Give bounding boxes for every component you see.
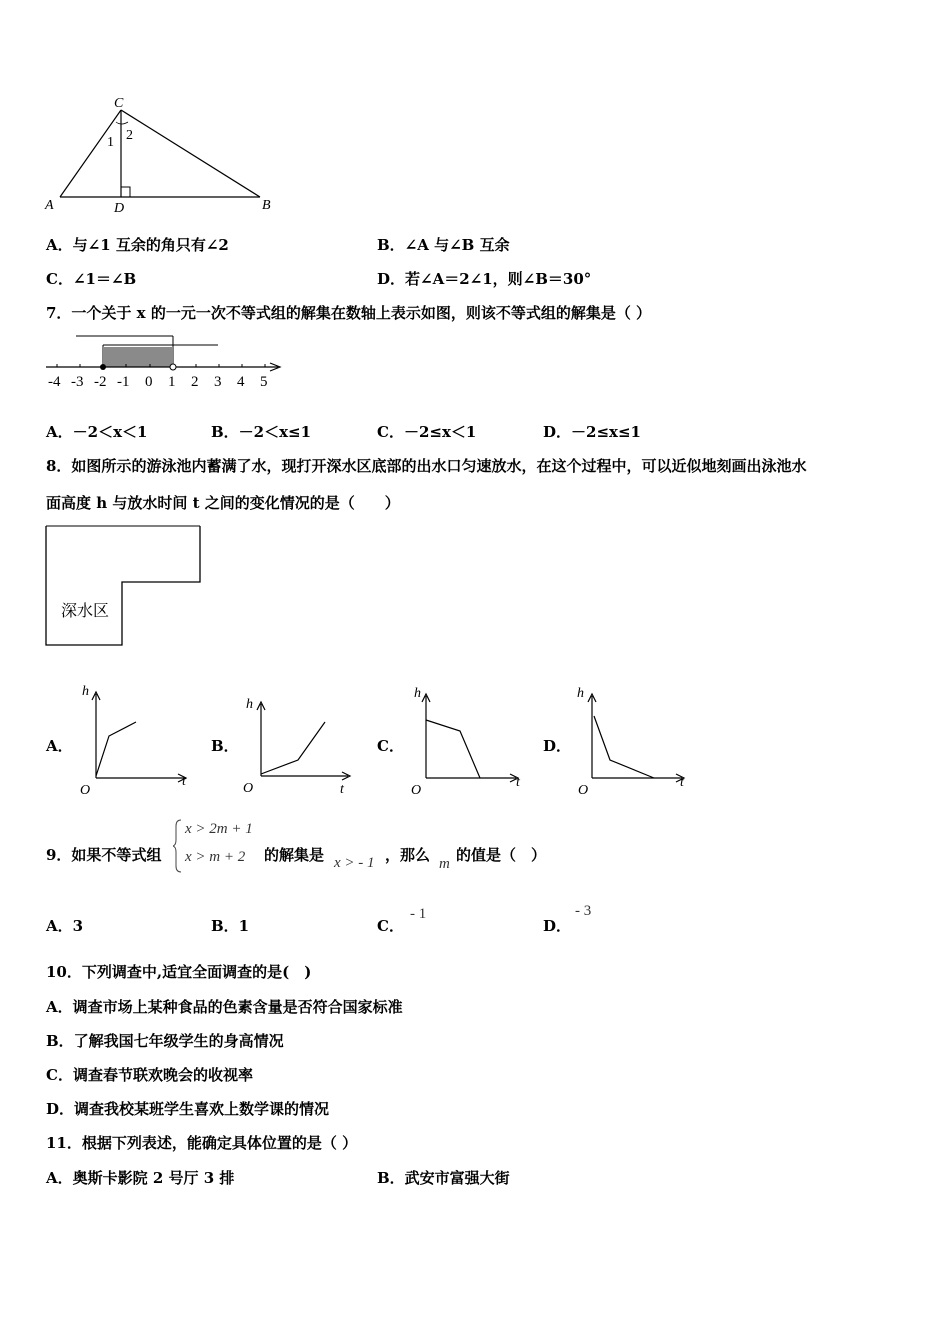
q7-option-d[interactable]: D．－2≤x≤1 bbox=[543, 423, 641, 441]
curve bbox=[426, 720, 480, 778]
o-label: O bbox=[411, 783, 422, 798]
q11-option-b[interactable]: B．武安市富强大街 bbox=[377, 1169, 510, 1187]
q6-option-c[interactable]: C．∠1＝∠B bbox=[46, 270, 137, 288]
q10-option-b[interactable]: B．了解我国七年级学生的身高情况 bbox=[46, 1032, 284, 1050]
tick-label: 5 bbox=[260, 374, 268, 390]
q9-solution: x > - 1 bbox=[334, 855, 375, 871]
q8-option-a-label[interactable]: A． bbox=[46, 737, 73, 755]
right-angle-mark bbox=[121, 187, 130, 197]
q11-option-a[interactable]: A．奥斯卡影院 2 号厅 3 排 bbox=[46, 1169, 235, 1187]
tick-label: 2 bbox=[191, 374, 199, 390]
tick-label: 1 bbox=[168, 374, 176, 390]
label-c: C bbox=[114, 96, 124, 111]
q9-system-line2: x > m + 2 bbox=[185, 849, 246, 865]
q6-option-b[interactable]: B．∠A 与∠B 互余 bbox=[377, 236, 510, 254]
q7-stem: 7．一个关于 x 的一元一次不等式组的解集在数轴上表示如图，则该不等式组的解集是（ ） bbox=[46, 304, 652, 322]
q8-option-b-label[interactable]: B． bbox=[211, 737, 239, 755]
q9-stem-prefix: 9．如果不等式组 bbox=[46, 846, 162, 864]
triangle-figure bbox=[40, 92, 290, 220]
h-label: h bbox=[82, 684, 89, 699]
q9-option-a[interactable]: A．3 bbox=[46, 917, 84, 935]
q9-option-c-value: - 1 bbox=[410, 906, 427, 922]
q7-option-b[interactable]: B．－2＜x≤1 bbox=[211, 423, 312, 441]
q7-option-c[interactable]: C．－2≤x＜1 bbox=[377, 423, 477, 441]
tick-label: -4 bbox=[48, 374, 61, 390]
q9-system-line1: x > 2m + 1 bbox=[185, 821, 253, 837]
q10-option-a[interactable]: A．调查市场上某种食品的色素含量是否符合国家标准 bbox=[46, 998, 403, 1016]
side-ca bbox=[60, 110, 121, 197]
tick-label: 3 bbox=[214, 374, 222, 390]
curve bbox=[261, 722, 325, 774]
h-label: h bbox=[246, 697, 253, 712]
h-label: h bbox=[577, 686, 584, 701]
q9-stem-suffix: 的值是（ ） bbox=[456, 846, 547, 864]
q7-option-a[interactable]: A．－2＜x＜1 bbox=[46, 423, 148, 441]
q9-option-b[interactable]: B．1 bbox=[211, 917, 250, 935]
q6-option-d[interactable]: D．若∠A＝2∠1，则∠B＝30° bbox=[377, 270, 592, 288]
curve bbox=[96, 722, 136, 776]
angle-arc bbox=[116, 122, 128, 124]
tick-label: 4 bbox=[237, 374, 245, 390]
t-label: t bbox=[516, 775, 520, 790]
h-label: h bbox=[414, 686, 421, 701]
tick-label: -3 bbox=[71, 374, 84, 390]
q8-option-c-label[interactable]: C． bbox=[377, 737, 404, 755]
q8-stem-line1: 8．如图所示的游泳池内蓄满了水，现打开深水区底部的出水口匀速放水，在这个过程中，可以近似地刻画出泳池水 bbox=[46, 457, 807, 475]
q9-brace bbox=[173, 818, 183, 874]
q10-option-c[interactable]: C．调查春节联欢晚会的收视率 bbox=[46, 1066, 253, 1084]
label-angle1: 1 bbox=[107, 135, 114, 150]
q8-option-d-label[interactable]: D． bbox=[543, 737, 572, 755]
tick-label: -2 bbox=[94, 374, 107, 390]
tick-label: -1 bbox=[117, 374, 130, 390]
q8-graph-d[interactable] bbox=[572, 682, 696, 802]
label-angle2: 2 bbox=[126, 128, 133, 143]
q10-stem: 10．下列调查中,适宜全面调查的是( ) bbox=[46, 963, 312, 981]
label-b: B bbox=[262, 198, 271, 213]
q9-variable: m bbox=[439, 856, 450, 872]
q9-option-d-value: - 3 bbox=[575, 903, 592, 919]
label-d: D bbox=[114, 201, 125, 216]
shaded-solution bbox=[103, 347, 173, 367]
o-label: O bbox=[80, 783, 91, 798]
pool-outline bbox=[46, 526, 200, 645]
q6-option-a[interactable]: A．与∠1 互余的角只有∠2 bbox=[46, 236, 229, 254]
closed-point-neg2 bbox=[100, 364, 106, 370]
tick-label: 0 bbox=[145, 374, 153, 390]
side-cb bbox=[121, 110, 260, 197]
pool-figure bbox=[40, 520, 210, 652]
t-label: t bbox=[340, 782, 344, 797]
open-point-1 bbox=[170, 364, 176, 370]
q9-stem-mid2: ，那么 bbox=[385, 846, 431, 864]
q11-stem: 11．根据下列表述，能确定具体位置的是（ ） bbox=[46, 1134, 358, 1152]
label-a: A bbox=[45, 198, 54, 213]
axis-tick-labels bbox=[48, 374, 268, 390]
number-line-figure bbox=[40, 333, 300, 393]
q8-graph-a[interactable] bbox=[76, 680, 196, 800]
curve bbox=[594, 716, 654, 778]
q8-graph-c[interactable] bbox=[406, 682, 530, 802]
o-label: O bbox=[578, 783, 589, 798]
q10-option-d[interactable]: D．调查我校某班学生喜欢上数学课的情况 bbox=[46, 1100, 330, 1118]
o-label: O bbox=[243, 781, 254, 796]
t-label: t bbox=[182, 774, 186, 789]
q9-option-c-label[interactable]: C． bbox=[377, 917, 404, 935]
q8-stem-line2: 面高度 h 与放水时间 t 之间的变化情况的是（ ） bbox=[46, 494, 400, 512]
pool-label: 深水区 bbox=[61, 603, 110, 620]
q9-stem-mid: 的解集是 bbox=[264, 846, 325, 864]
q9-option-d-label[interactable]: D． bbox=[543, 917, 572, 935]
q8-graph-b[interactable] bbox=[240, 690, 360, 800]
t-label: t bbox=[680, 775, 684, 790]
